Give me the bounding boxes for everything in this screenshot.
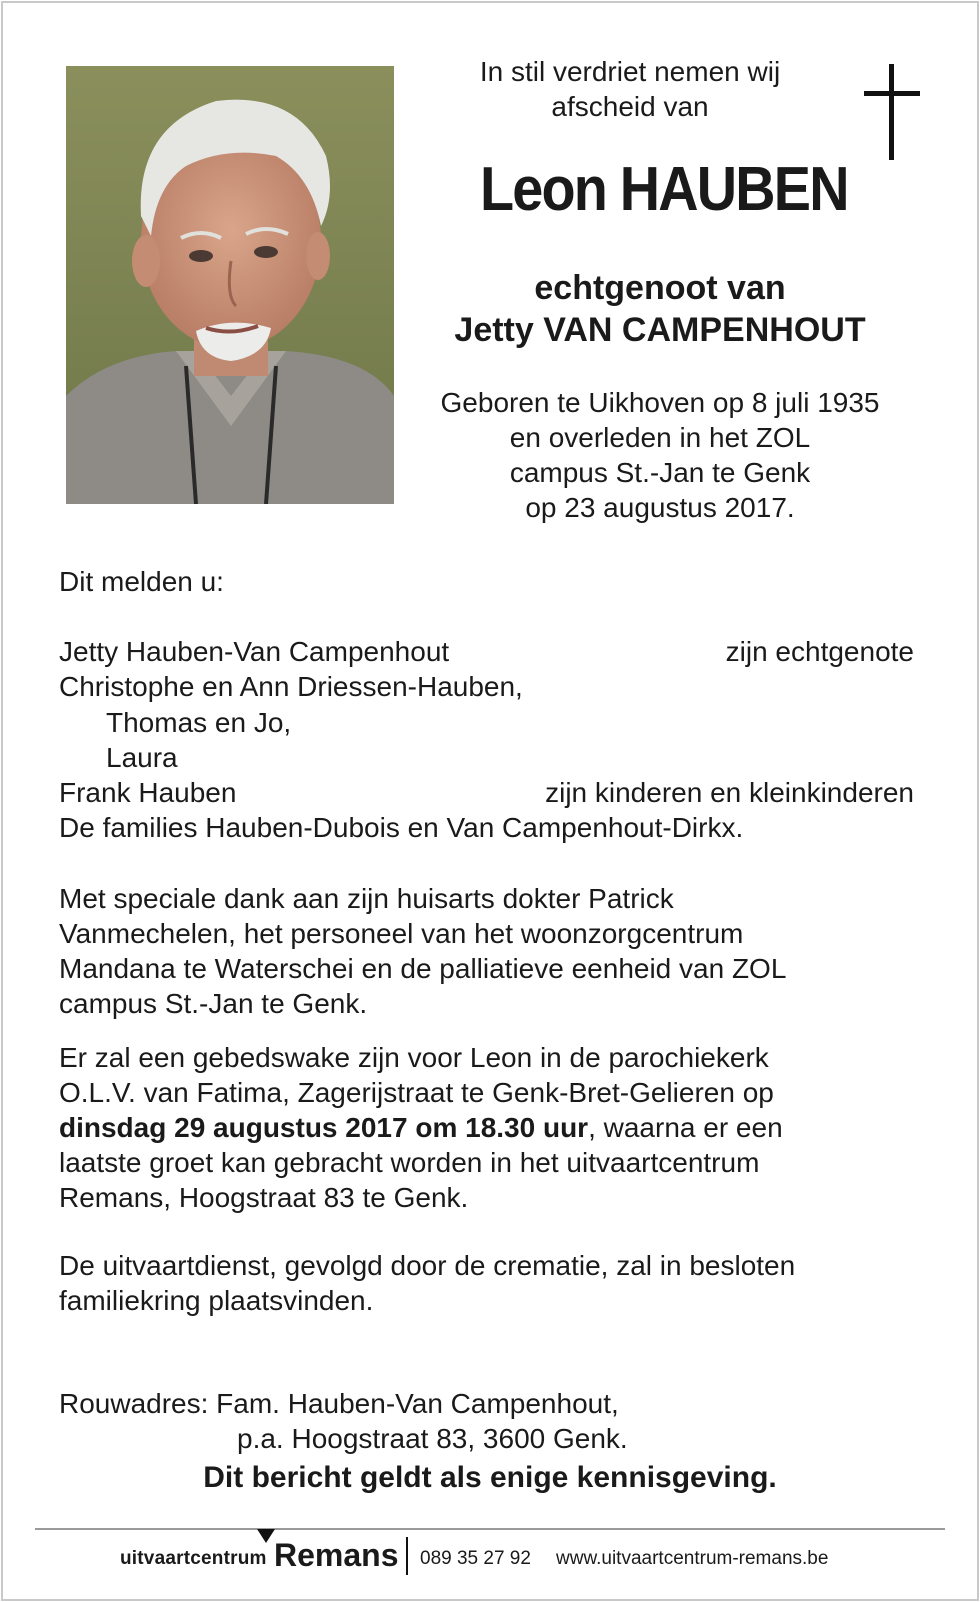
wake-line — [59, 1110, 919, 1145]
family-member: Thomas en Jo, — [106, 706, 292, 738]
footer-label: uitvaartcentrum — [120, 1548, 267, 1569]
thanks-line: Met speciale dank aan zijn huisarts dokter Patrick — [59, 883, 674, 914]
family-member: Christophe en Ann Driessen-Hauben, — [59, 671, 523, 703]
portrait-photo — [66, 66, 394, 504]
triangle-logo-icon — [257, 1529, 275, 1543]
family-row — [59, 810, 914, 845]
spouse-info — [420, 267, 900, 351]
footer-divider — [35, 1528, 945, 1530]
footer-separator — [406, 1537, 408, 1575]
thanks-line: Vanmechelen, het personeel van het woonzorgcentrum — [59, 918, 744, 949]
footer-website: www.uitvaartcentrum-remans.be — [556, 1548, 829, 1569]
thanks-line: Mandana te Waterschei en de palliatieve eenheid van ZOL — [59, 953, 787, 984]
family-relation: zijn echtgenote — [725, 636, 914, 667]
cross-icon — [864, 64, 920, 160]
funeral-line: De uitvaartdienst, gevolgd door de crematie, zal in besloten — [59, 1250, 796, 1281]
deceased-name: Leon HAUBEN — [480, 155, 848, 224]
wake-line: O.L.V. van Fatima, Zagerijstraat te Genk-Bret-Gelieren op — [59, 1077, 774, 1108]
address-line: p.a. Hoogstraat 83, 3600 Genk. — [237, 1423, 628, 1454]
birth-line: en overleden in het ZOL — [509, 422, 811, 453]
thanks-paragraph — [59, 881, 919, 1021]
family-member: De families Hauben-Dubois en Van Campenhout-Dirkx. — [59, 812, 744, 844]
footer-brand: Remans — [274, 1537, 399, 1573]
family-member: Jetty Hauben-Van Campenhout — [59, 636, 450, 667]
family-row — [59, 634, 914, 669]
family-member: Frank Hauben — [59, 777, 237, 809]
family-row — [59, 705, 914, 740]
birth-line: op 23 augustus 2017. — [525, 492, 795, 523]
funeral-paragraph — [59, 1248, 919, 1318]
portrait-illustration — [66, 66, 394, 504]
family-row — [59, 669, 914, 704]
birth-line: campus St.-Jan te Genk — [509, 457, 811, 488]
wake-date: dinsdag 29 augustus 2017 om 18.30 uur — [59, 1112, 589, 1143]
family-row — [59, 740, 914, 775]
announced-by-heading: Dit melden u: — [59, 566, 224, 597]
family-relation: zijn kinderen en kleinkinderen — [545, 777, 914, 809]
family-row — [59, 775, 914, 810]
footer — [120, 1535, 880, 1575]
mourning-address — [59, 1386, 628, 1456]
intro-line: afscheid van — [551, 91, 709, 122]
family-member: Laura — [106, 741, 178, 773]
spouse-line: echtgenoot van — [534, 269, 786, 307]
intro-line: In stil verdriet nemen wij — [479, 56, 781, 87]
birth-death-info — [420, 385, 900, 525]
wake-paragraph — [59, 1040, 919, 1215]
wake-line: Remans, Hoogstraat 83 te Genk. — [59, 1182, 469, 1213]
address-line: Rouwadres: Fam. Hauben-Van Campenhout, — [59, 1388, 619, 1419]
family-list — [59, 634, 914, 846]
footer-phone: 089 35 27 92 — [420, 1548, 531, 1569]
spouse-line: Jetty VAN CAMPENHOUT — [454, 311, 866, 349]
wake-line: laatste groet kan gebracht worden in het uitvaartcentrum — [59, 1147, 760, 1178]
funeral-line: familiekring plaatsvinden. — [59, 1285, 374, 1316]
thanks-line: campus St.-Jan te Genk. — [59, 988, 368, 1019]
birth-line: Geboren te Uikhoven op 8 juli 1935 — [440, 387, 880, 418]
wake-line-rest: , waarna er een — [588, 1112, 783, 1143]
notice-statement: Dit bericht geldt als enige kennisgeving. — [203, 1461, 777, 1494]
intro-text — [420, 54, 840, 124]
wake-line: Er zal een gebedswake zijn voor Leon in de parochiekerk — [59, 1042, 769, 1073]
